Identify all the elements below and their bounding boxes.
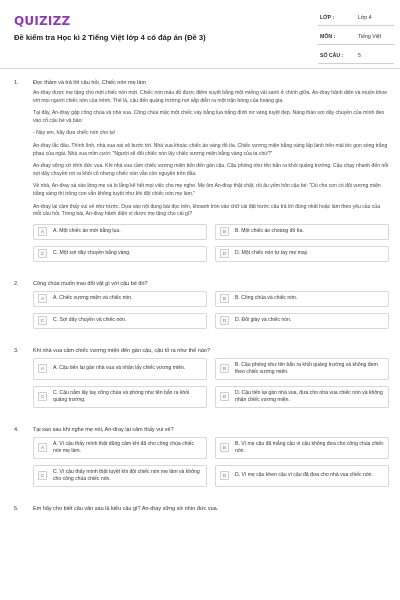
option-letter-box: B bbox=[220, 364, 229, 373]
option-letter-box: B bbox=[220, 443, 229, 452]
question-block bbox=[0, 279, 400, 346]
question-header bbox=[0, 78, 400, 90]
question-spacer bbox=[0, 497, 400, 504]
info-label: SỐ CÂU : bbox=[320, 53, 344, 59]
question-header bbox=[0, 279, 400, 291]
passage-paragraph: An-đray sững sờ nhìn đức vua. Khi nhà vua cầm chiếc vương miện tiến đến gần cậu, Cậu phóng như tên bắn ra khỏi quảng trường. Cậu chạy nhanh đến nỗi sợi dây chuyền rơi ra khỏi cổ nhưng chiếc nón vẫn còn nguyên trên đầu. bbox=[33, 163, 389, 177]
question-block bbox=[0, 346, 400, 425]
question-text: Công chúa muốn trao đổi vật gì với cậu bé đó? bbox=[33, 280, 148, 287]
info-row-count bbox=[318, 48, 394, 64]
answer-option[interactable] bbox=[215, 465, 389, 487]
option-letter-box: D bbox=[220, 316, 229, 325]
option-letter-box: A bbox=[38, 294, 47, 303]
option-text: A. Vì cậu thấy mình thật dũng cảm khi đã cho công chúa chiếc nón mẹ làm. bbox=[53, 440, 195, 454]
passage-paragraph: - Này em, hãy đưa chiếc nón cho ta! bbox=[33, 130, 116, 137]
option-text: A. Một chiếc áo mới bằng lụa. bbox=[53, 228, 121, 235]
option-letter-box: C bbox=[38, 392, 47, 401]
option-text: D. Vì mẹ cậu khen cậu vì cậu đã đưa cho nhà vua chiếc nón. bbox=[235, 472, 373, 479]
question-header bbox=[0, 346, 400, 358]
info-value: 5 bbox=[358, 53, 361, 59]
option-text: C. Cậu nắm lấy tay công chúa và phóng như tên bắn ra khỏi quảng trường. bbox=[53, 389, 190, 403]
answer-option[interactable] bbox=[215, 358, 389, 380]
answer-option[interactable] bbox=[33, 465, 207, 487]
answer-option[interactable] bbox=[33, 313, 207, 329]
question-block bbox=[0, 78, 400, 279]
option-letter-box: C bbox=[38, 471, 47, 480]
option-text: B. Công chúa và chiếc nón. bbox=[235, 295, 298, 302]
question-text: Tại sao sau khi nghe mẹ nói, An-đray lại cảm thấy vui vẻ? bbox=[33, 426, 174, 433]
question-number: 3. bbox=[14, 347, 19, 354]
question-block bbox=[0, 504, 400, 523]
answer-option[interactable] bbox=[33, 291, 207, 307]
info-value: Tiếng Việt bbox=[358, 34, 382, 40]
info-panel bbox=[318, 10, 394, 67]
answer-option[interactable] bbox=[33, 246, 207, 262]
question-spacer bbox=[0, 339, 400, 346]
option-text: D. Cậu tiến lại gần nhà vua, đưa cho nhà vua chiếc nón và không nhận chiếc vương miện. bbox=[235, 389, 383, 403]
question-text: Em hãy cho biết câu văn sau là kiểu câu gì? An-đray sững sờ nhìn đức vua. bbox=[33, 505, 219, 512]
option-text: C. Sợi dây chuyền và chiếc nón. bbox=[53, 317, 127, 324]
answer-option[interactable] bbox=[215, 291, 389, 307]
question-spacer bbox=[0, 272, 400, 279]
passage-paragraph: An-đray lắc đầu. Thình lình, nhà vua oai vệ bước tới. Nhà vua khoác chiếc áo vàng đỏ tía. Chiếc vương miện bằng vàng lấp lánh trên mái tóc gọn sóng trắng phau của ngài. Nhà vua mỉm cười: "Người sẽ đổi chiếc nón lấy chiếc vương miện bằng vàng của ta chứ?" bbox=[33, 142, 388, 157]
question-text: Đọc thầm và trả lời câu hỏi. Chiếc nón mẹ làm bbox=[33, 80, 147, 86]
header-divider bbox=[0, 68, 400, 69]
question-number: 1. bbox=[14, 80, 19, 86]
passage-paragraph: An-đray được mẹ tặng cho một chiếc nón mới. Chiếc nón màu đỏ được điểm xuyết bằng một miếng vải xanh ở chính giữa. An-đray hãnh diện và muốn khoe với mọi người chiếc nón của mình. Thế là, cậu đến quảng trường nơi sắp diễn ra một trận bóng của hoàng gia. bbox=[33, 90, 388, 104]
question-header bbox=[0, 425, 400, 437]
question-list bbox=[0, 78, 400, 523]
option-letter-box: C bbox=[38, 249, 47, 258]
question-spacer bbox=[0, 516, 400, 523]
option-text: B. Một chiếc áo choàng đỏ tía. bbox=[235, 228, 304, 235]
answer-option[interactable] bbox=[215, 386, 389, 408]
option-letter-box: A bbox=[38, 443, 47, 452]
answer-option[interactable] bbox=[33, 386, 207, 408]
answer-options bbox=[33, 224, 389, 268]
option-letter-box: A bbox=[38, 364, 47, 373]
passage-paragraph: Về nhà, An-đray sà vào lòng mẹ và lo lắng kể hết mọi việc cho mẹ nghe. Mẹ ôm An-đray thật chặt, rồi âu yếm hôn cậu bé: "Dù cho con có đội vương miện bằng vàng thì trông con vẫn không tuyệt như khi đội chiếc nón mẹ làm." bbox=[33, 183, 381, 197]
page-header bbox=[0, 0, 400, 70]
info-label: MÔN : bbox=[320, 34, 336, 40]
answer-options bbox=[33, 437, 389, 493]
option-letter-box: C bbox=[38, 316, 47, 325]
info-value: Lớp 4 bbox=[358, 15, 372, 21]
answer-option[interactable] bbox=[33, 437, 207, 459]
question-spacer bbox=[0, 418, 400, 425]
answer-options bbox=[33, 291, 389, 335]
option-text: A. Cậu tiến lại gần nhà vua và nhận lấy chiếc vương miện. bbox=[53, 365, 186, 372]
option-letter-box: D bbox=[220, 471, 229, 480]
question-header bbox=[0, 504, 400, 516]
option-letter-box: D bbox=[220, 392, 229, 401]
option-text: C. Vì cậu thấy mình thật tuyệt khi đội chiếc nón mẹ làm và không cho công chúa chiếc nón. bbox=[53, 468, 200, 482]
page-title: Đề kiểm tra Học kì 2 Tiếng Việt lớp 4 có đáp án (Đề 3) bbox=[14, 33, 206, 42]
option-letter-box: D bbox=[220, 249, 229, 258]
question-number: 5. bbox=[14, 505, 19, 512]
answer-option[interactable] bbox=[215, 246, 389, 262]
option-text: D. Một chiếc nón tự tay mẹ may. bbox=[235, 250, 309, 257]
option-text: B. Vì mẹ cậu đã mắng cậu vì cậu không đưa cho công chúa chiếc nón. bbox=[235, 440, 384, 454]
answer-options bbox=[33, 358, 389, 414]
passage-paragraph: Tại đây, An-đray gặp công chúa và nhà vua. Công chúa mặc một chiếc váy bằng lụa trắng đính nơ vàng tuyệt đẹp. Nàng thào sợi dây chuyền của mình đeo vào cổ cậu bé và bảo: bbox=[33, 110, 385, 124]
info-row-subject bbox=[318, 29, 394, 45]
quizizz-logo[interactable]: QUIZIZZ bbox=[14, 14, 71, 28]
question-number: 4. bbox=[14, 426, 19, 433]
option-letter-box: A bbox=[38, 227, 47, 236]
option-text: C. Một sợi dây chuyền bằng vàng. bbox=[53, 250, 131, 257]
question-text: Khi nhà vua cầm chiếc vương miện đến gần cậu, cậu tỏ ra như thế nào? bbox=[33, 347, 210, 354]
answer-option[interactable] bbox=[215, 437, 389, 459]
answer-option[interactable] bbox=[215, 224, 389, 240]
question-block bbox=[0, 425, 400, 504]
option-text: A. Chiếc vương miện và chiếc nón. bbox=[53, 295, 133, 302]
info-label: LỚP : bbox=[320, 15, 335, 21]
answer-option[interactable] bbox=[33, 224, 207, 240]
option-text: D. Đôi giày và chiếc nón. bbox=[235, 317, 292, 324]
passage-paragraph: An-đray lại cảm thấy vui vẻ như trước. Dựa vào nội dung bài đọc trên, khoanh tròn vào chữ cái đặt trước câu trả lời đúng nhất hoặc làm theo yêu cầu của mỗi câu hỏi. Trong bài, An-đray hãnh diện vì được mẹ tặng cho cái gì? bbox=[33, 203, 381, 218]
option-text: B. Cậu phóng như tên bắn ra khỏi quảng trường và không đem theo chiếc vương miện. bbox=[235, 361, 378, 375]
option-letter-box: B bbox=[220, 227, 229, 236]
answer-option[interactable] bbox=[33, 358, 207, 380]
question-number: 2. bbox=[14, 280, 19, 287]
info-row-grade bbox=[318, 10, 394, 26]
answer-option[interactable] bbox=[215, 313, 389, 329]
option-letter-box: B bbox=[220, 294, 229, 303]
